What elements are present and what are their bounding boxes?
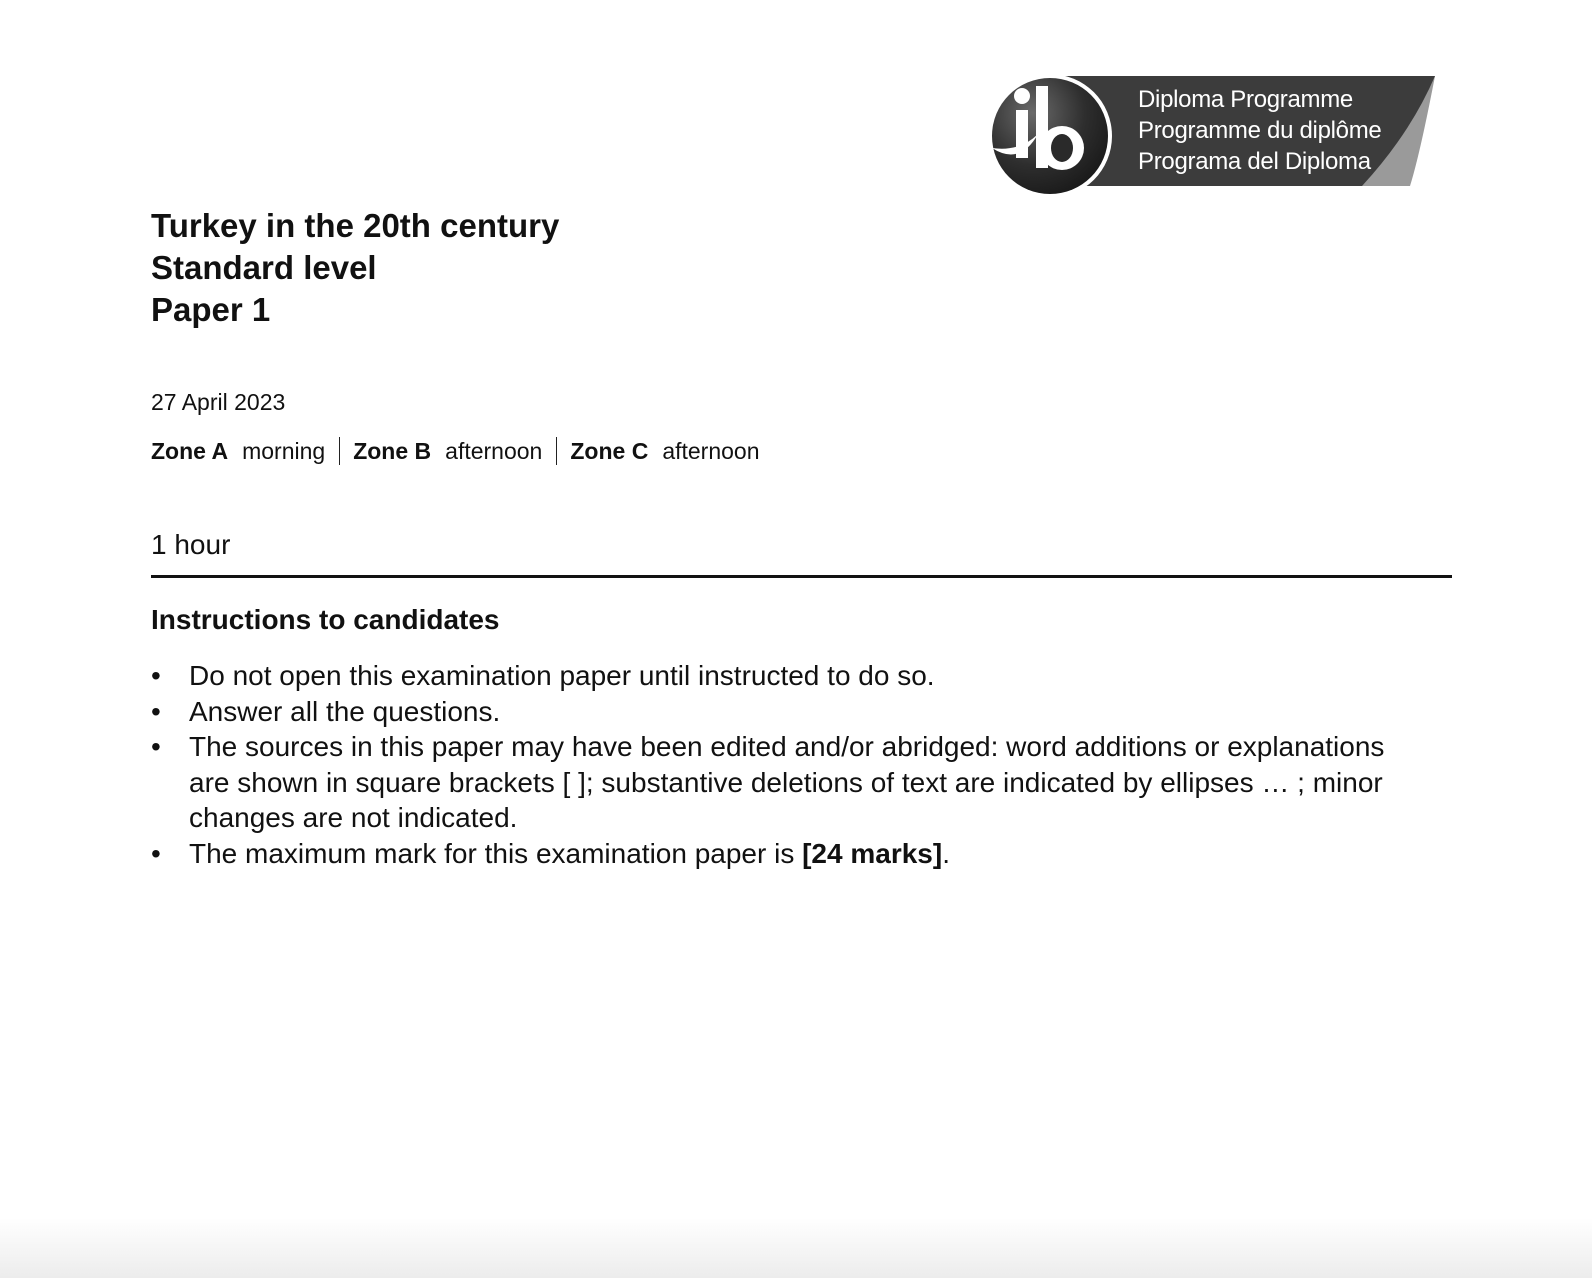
ib-logo [990, 74, 1452, 202]
instruction-text: The sources in this paper may have been edited and/or abridged: word additions or explanations are shown in square brackets [ ]; substantive deletions of text are indicated by ellipses … ; minor changes are not indicated. [189, 731, 1385, 833]
zone-c-label: Zone C [570, 437, 649, 464]
zone-divider [339, 437, 340, 465]
instructions-heading: Instructions to candidates [151, 604, 500, 635]
level-title: Standard level [151, 249, 377, 286]
zone-a-time: morning [242, 437, 326, 464]
logo-line-es: Programa del Diploma [1138, 148, 1371, 175]
bullet-icon: • [151, 660, 161, 691]
bullet-icon: • [151, 695, 161, 727]
instruction-item [151, 836, 1411, 872]
title-block [151, 205, 559, 331]
max-mark-value: [24 marks] [802, 837, 943, 869]
exam-duration: 1 hour [151, 529, 231, 560]
logo-line-fr: Programme du diplôme [1138, 117, 1382, 144]
exam-zones [151, 437, 760, 465]
zone-c-time: afternoon [662, 437, 760, 464]
instructions-list [151, 658, 1411, 871]
subject-title: Turkey in the 20th century [151, 207, 560, 244]
zone-a-label: Zone A [151, 437, 229, 464]
instruction-item [151, 694, 1411, 730]
zone-b-time: afternoon [445, 437, 543, 464]
bullet-icon: • [151, 731, 161, 762]
zone-b-label: Zone B [353, 437, 432, 464]
page-bottom-shade [0, 1218, 1592, 1278]
bullet-icon: • [151, 837, 161, 869]
instruction-text: Answer all the questions. [189, 695, 501, 727]
zone-divider [556, 437, 557, 465]
instruction-text: The maximum mark for this examination paper is [189, 837, 803, 869]
logo-line-en: Diploma Programme [1138, 86, 1353, 113]
paper-title: Paper 1 [151, 291, 271, 328]
instruction-item [151, 658, 1411, 694]
instruction-text: Do not open this examination paper until instructed to do so. [189, 660, 935, 691]
exam-date: 27 April 2023 [151, 389, 286, 415]
logo-text [1138, 84, 1381, 177]
instruction-item [151, 729, 1411, 836]
horizontal-rule [151, 575, 1452, 578]
instruction-end: . [942, 837, 950, 869]
